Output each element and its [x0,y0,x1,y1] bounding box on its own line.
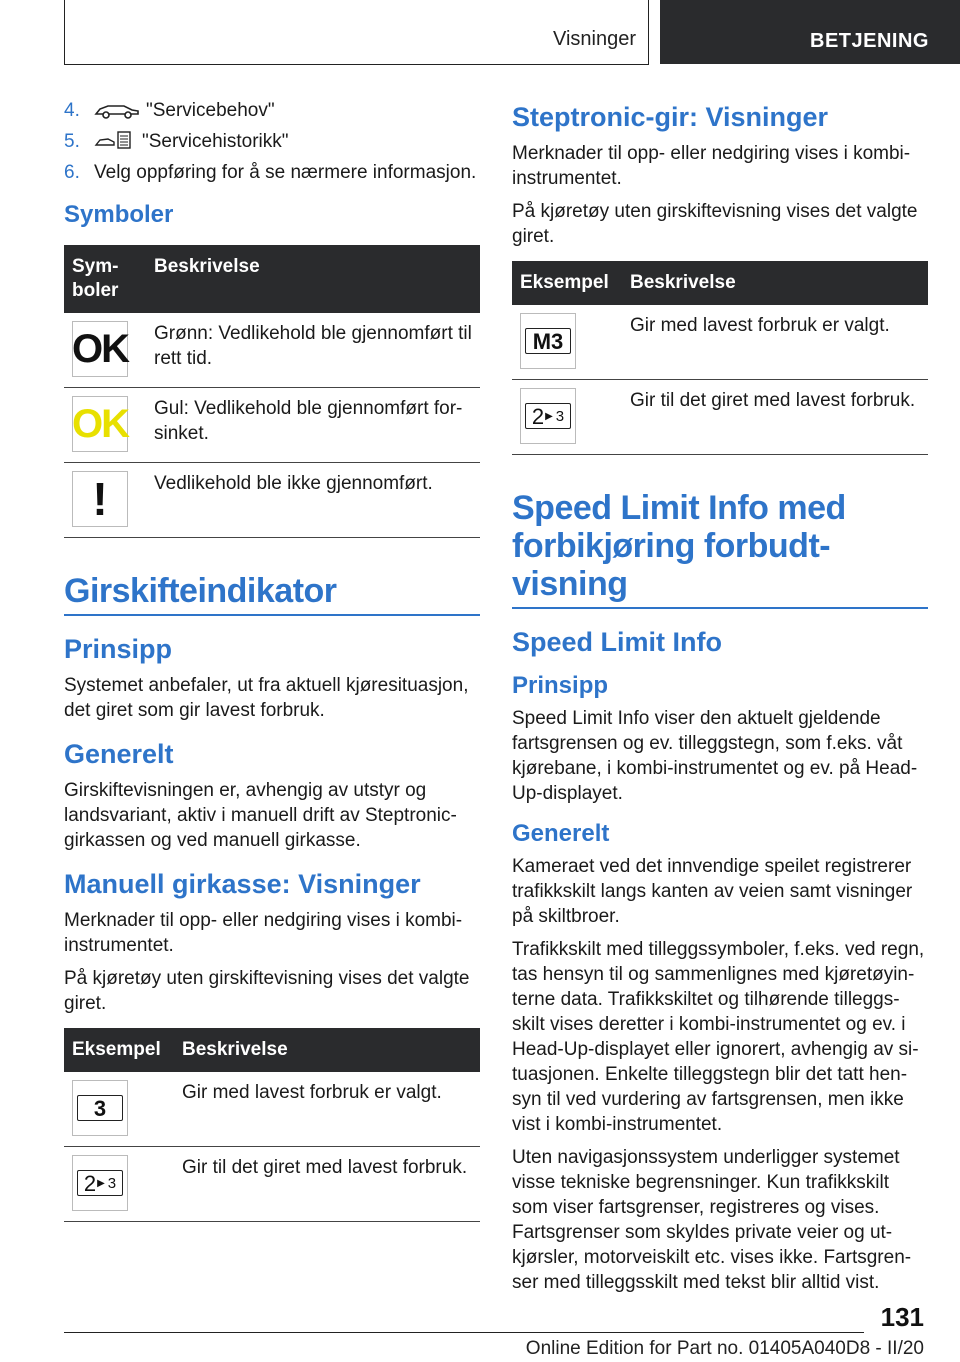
gear-display-icon: 3 [72,1080,128,1136]
table-row [64,1147,480,1222]
generelt-heading: Generelt [512,820,610,847]
generelt-text: Trafikkskilt med tilleggssymboler, f.eks. ved regn, tas hensyn til og sammenlignes med kjøretøyin-terne data. Trafikkskiltet og tilhørende tilleggs-skilt vises deretter i kombi-instrumentet og ev. i Head-Up-displayet eller ignorert, avhengig av si-tuasjonen. Enkelte tilleggstegn blir det tatt hen-syn til ved vurdering av fartsgrensen, men ikke vist i kombi-instrumentet. [512,939,925,1135]
column-header: Beskrivelse [146,245,480,313]
table-cell: Gir med lavest forbruk er valgt. [622,305,928,380]
table-row [64,1072,480,1147]
step-number: 6. [64,162,80,183]
symbols-heading: Symboler [64,201,174,228]
step-number: 4. [64,100,80,121]
table-cell: Vedlikehold ble ikke gjennomført. [146,463,480,538]
table-cell: Gir til det giret med lavest forbruk. [622,380,928,455]
header-section-title: Visninger [552,28,636,50]
table-header-row [64,1028,480,1072]
column-header: Eksempel [64,1028,174,1072]
steptronic-text: Merknader til opp- eller nedgiring vises i kombi-instrumentet. [512,143,911,189]
step-text: Velg oppføring for å se nærmere informasjon. [94,162,477,183]
column-header: Sym- boler [64,245,146,313]
header-left-rule [64,0,65,65]
footer-rule [64,1332,864,1333]
column-header: Beskrivelse [174,1028,480,1072]
step-text: "Servicehistorikk" [142,131,289,152]
right-column [512,98,928,1303]
steps-list [64,98,480,185]
list-item [64,160,480,185]
sli-heading: Speed Limit Info [512,627,723,657]
ok-green-icon: OK [72,321,128,377]
gear-shift-icon: 2 ▶ 3 [520,388,576,444]
table-cell: Gul: Vedlikehold ble gjennomført for-sinket. [146,388,480,463]
table-cell: Gir til det giret med lavest forbruk. [174,1147,480,1222]
generelt-heading: Generelt [64,739,174,769]
header-chapter-tab: BETJENING [660,0,960,64]
list-item [64,129,480,154]
table-cell: Grønn: Vedlikehold ble gjennomført til rett tid. [146,313,480,388]
table-header-row [512,261,928,305]
prinsipp-heading: Prinsipp [64,634,173,664]
service-history-icon [94,130,136,150]
header-right-rule [648,0,649,65]
steptronic-heading: Steptronic-gir: Visninger [512,102,829,132]
gear-display-icon: M3 [520,313,576,369]
generelt-text: Uten navigasjonssystem underligger systemet visse tekniske begrensninger. Kun trafikkskilt som viser fartsgrenser, registreres og vises. Fartsgrenser som skyldes private veier og ut-kjørsler, motorveiskilt etc. vises ikke. Fartsgren-ser med tilleggsskilt med tekst blir alltid vist. [512,1147,912,1293]
table-row [64,463,480,538]
footer-edition: Online Edition for Part no. 01405A040D8 - II/20 [525,1338,924,1359]
steptronic-text: På kjøretøy uten girskiftevisning vises det valgte giret. [512,201,918,247]
prinsipp-text: Speed Limit Info viser den aktuelt gjeldende fartsgrensen og ev. tilleggstegn, som f.eks. våt kjørebane, i kombi-instrumentet og ev. på Head-Up-displayet. [512,708,918,804]
ok-yellow-icon: OK [72,396,128,452]
list-item [64,98,480,123]
steptronic-gear-table [512,261,928,455]
manuell-heading: Manuell girkasse: Visninger [64,869,421,899]
prinsipp-heading: Prinsipp [512,672,609,699]
exclamation-icon: ! [72,471,128,527]
header-rule [64,64,648,65]
manuell-text: På kjøretøy uten girskiftevisning vises det valgte giret. [64,968,470,1014]
speed-limit-title: Speed Limit Info med forbikjøring forbudt-visning [512,489,928,609]
left-column [64,98,480,1222]
table-row [64,388,480,463]
table-row [512,305,928,380]
table-cell: Gir med lavest forbruk er valgt. [174,1072,480,1147]
generelt-text: Girskiftevisningen er, avhengig av utstyr og landsvariant, aktiv i manuell drift av Steptronic-girkassen og ved manuell girkasse. [64,780,457,851]
page-number: 131 [880,1302,924,1332]
table-row [64,313,480,388]
step-number: 5. [64,131,80,152]
manuell-text: Merknader til opp- eller nedgiring vises i kombi-instrumentet. [64,910,463,956]
step-text: "Servicebehov" [146,100,275,121]
table-row [512,380,928,455]
manuell-gear-table [64,1028,480,1222]
car-icon [94,103,140,119]
gear-shift-icon: 2 ▶ 3 [72,1155,128,1211]
table-header-row [64,245,480,313]
column-header: Eksempel [512,261,622,305]
generelt-text: Kameraet ved det innvendige speilet registrerer trafikkskilt langs kanten av veien samt visninger på skiltbroer. [512,856,913,927]
symbols-table [64,245,480,538]
girskifte-title: Girskifteindikator [64,572,480,616]
prinsipp-text: Systemet anbefaler, ut fra aktuell kjøresituasjon, det giret som gir lavest forbruk. [64,675,469,721]
column-header: Beskrivelse [622,261,928,305]
